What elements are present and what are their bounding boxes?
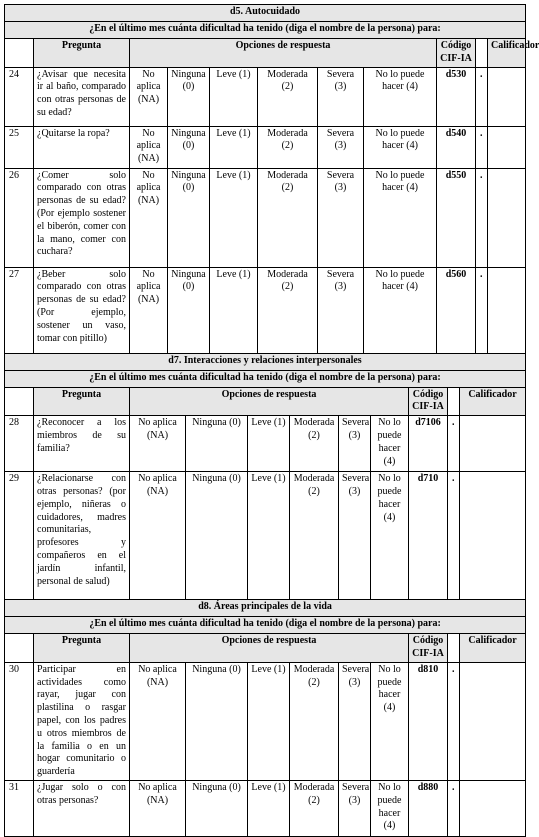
cif-code: d530 — [437, 67, 476, 126]
option-mild[interactable]: Leve (1) — [210, 126, 258, 168]
option-severe[interactable]: Severa (3) — [339, 662, 371, 780]
section-d7-table — [4, 353, 526, 601]
option-na[interactable]: No aplica (NA) — [130, 416, 186, 472]
header-options: Opciones de respuesta — [130, 387, 409, 416]
qualifier-dot: . — [448, 472, 460, 600]
option-moderate[interactable]: Moderada (2) — [290, 472, 339, 600]
header-dot-cell — [448, 634, 460, 663]
option-none[interactable]: Ninguna (0) — [186, 472, 248, 600]
option-none[interactable]: Ninguna (0) — [186, 780, 248, 836]
table-row — [5, 416, 526, 472]
cif-code: d550 — [437, 168, 476, 267]
option-cannot[interactable]: No lo puede hacer (4) — [364, 126, 437, 168]
header-number-cell — [5, 634, 34, 663]
option-cannot[interactable]: No lo puede hacer (4) — [371, 780, 409, 836]
qualifier-dot: . — [448, 662, 460, 780]
qualifier-dot: . — [448, 416, 460, 472]
question-number: 29 — [5, 472, 34, 600]
option-na[interactable]: No aplica (NA) — [130, 662, 186, 780]
option-mild[interactable]: Leve (1) — [210, 267, 258, 353]
question-text: ¿Beber solo comparado con otras personas de su edad? (Por ejemplo, sostener un vaso, tomar con pitillo) — [34, 267, 130, 353]
option-mild[interactable]: Leve (1) — [210, 67, 258, 126]
option-moderate[interactable]: Moderada (2) — [258, 67, 318, 126]
option-cannot[interactable]: No lo puede hacer (4) — [364, 267, 437, 353]
option-severe[interactable]: Severa (3) — [318, 126, 364, 168]
qualifier-input[interactable] — [460, 472, 526, 600]
option-severe[interactable]: Severa (3) — [339, 472, 371, 600]
option-na[interactable]: No aplica (NA) — [130, 67, 168, 126]
section-title: d8. Áreas principales de la vida — [5, 600, 526, 617]
table-row — [5, 267, 526, 353]
option-cannot[interactable]: No lo puede hacer (4) — [364, 168, 437, 267]
cif-code: d880 — [409, 780, 448, 836]
option-na[interactable]: No aplica (NA) — [130, 168, 168, 267]
option-moderate[interactable]: Moderada (2) — [258, 267, 318, 353]
section-question-prompt: ¿En el último mes cuánta dificultad ha tenido (diga el nombre de la persona) para: — [5, 370, 526, 387]
section-title: d7. Interacciones y relaciones interpersonales — [5, 353, 526, 370]
header-question: Pregunta — [34, 387, 130, 416]
header-question: Pregunta — [34, 39, 130, 68]
question-number: 24 — [5, 67, 34, 126]
option-na[interactable]: No aplica (NA) — [130, 126, 168, 168]
header-dot-cell — [476, 39, 488, 68]
cif-code: d810 — [409, 662, 448, 780]
table-row — [5, 168, 526, 267]
qualifier-dot: . — [448, 780, 460, 836]
header-qualifier: Calificador — [460, 634, 526, 663]
qualifier-dot: . — [476, 267, 488, 353]
option-mild[interactable]: Leve (1) — [248, 416, 290, 472]
header-question: Pregunta — [34, 634, 130, 663]
qualifier-dot: . — [476, 126, 488, 168]
cif-code: d7106 — [409, 416, 448, 472]
header-number-cell — [5, 387, 34, 416]
header-code: Código CIF-IA — [409, 634, 448, 663]
qualifier-input[interactable] — [488, 267, 526, 353]
question-number: 25 — [5, 126, 34, 168]
table-row — [5, 662, 526, 780]
option-none[interactable]: Ninguna (0) — [186, 416, 248, 472]
section-title: d5. Autocuidado — [5, 5, 526, 22]
question-number: 27 — [5, 267, 34, 353]
option-none[interactable]: Ninguna (0) — [168, 67, 210, 126]
option-cannot[interactable]: No lo puede hacer (4) — [371, 472, 409, 600]
question-number: 30 — [5, 662, 34, 780]
qualifier-dot: . — [476, 67, 488, 126]
option-severe[interactable]: Severa (3) — [318, 267, 364, 353]
question-text: ¿Quitarse la ropa? — [34, 126, 130, 168]
header-dot-cell — [448, 387, 460, 416]
qualifier-dot: . — [476, 168, 488, 267]
option-moderate[interactable]: Moderada (2) — [290, 780, 339, 836]
form-page — [4, 4, 539, 837]
question-number: 26 — [5, 168, 34, 267]
option-moderate[interactable]: Moderada (2) — [290, 416, 339, 472]
option-cannot[interactable]: No lo puede hacer (4) — [371, 662, 409, 780]
header-code: Código CIF-IA — [409, 387, 448, 416]
qualifier-input[interactable] — [488, 67, 526, 126]
table-row — [5, 126, 526, 168]
option-none[interactable]: Ninguna (0) — [168, 126, 210, 168]
option-severe[interactable]: Severa (3) — [318, 168, 364, 267]
option-na[interactable]: No aplica (NA) — [130, 267, 168, 353]
table-row — [5, 780, 526, 836]
option-severe[interactable]: Severa (3) — [339, 416, 371, 472]
header-options: Opciones de respuesta — [130, 634, 409, 663]
option-severe[interactable]: Severa (3) — [318, 67, 364, 126]
option-cannot[interactable]: No lo puede hacer (4) — [364, 67, 437, 126]
option-none[interactable]: Ninguna (0) — [168, 267, 210, 353]
question-text: ¿Relacionarse con otras personas? (por ejemplo, niñeras o cuidadores, madres comunitarias, profesores y compañeros en el jardín infantil, personal de salud) — [34, 472, 130, 600]
option-cannot[interactable]: No lo puede hacer (4) — [371, 416, 409, 472]
section-d5-table — [4, 4, 539, 354]
option-mild[interactable]: Leve (1) — [248, 780, 290, 836]
header-number-cell — [5, 39, 34, 68]
header-options: Opciones de respuesta — [130, 39, 437, 68]
option-none[interactable]: Ninguna (0) — [186, 662, 248, 780]
question-text: ¿Avisar que necesita ir al baño, comparado con otras personas de su edad? — [34, 67, 130, 126]
option-none[interactable]: Ninguna (0) — [168, 168, 210, 267]
qualifier-input[interactable] — [488, 126, 526, 168]
question-number: 31 — [5, 780, 34, 836]
qualifier-input[interactable] — [488, 168, 526, 267]
question-text: ¿Comer solo comparado con otras personas de su edad? (Por ejemplo sostener el biberón, comer con la mano, comer con cuchara? — [34, 168, 130, 267]
section-d8-table — [4, 599, 526, 837]
option-severe[interactable]: Severa (3) — [339, 780, 371, 836]
question-text: ¿Jugar solo o con otras personas? — [34, 780, 130, 836]
question-text: Participar en actividades como rayar, jugar con plastilina o rasgar papel, con los padres u otros miembros de la familia o en un hogar comunitario o guardería — [34, 662, 130, 780]
qualifier-input[interactable] — [460, 780, 526, 836]
option-na[interactable]: No aplica (NA) — [130, 780, 186, 836]
option-na[interactable]: No aplica (NA) — [130, 472, 186, 600]
option-moderate[interactable]: Moderada (2) — [258, 168, 318, 267]
table-row — [5, 67, 526, 126]
question-text: ¿Reconocer a los miembros de su familia? — [34, 416, 130, 472]
section-question-prompt: ¿En el último mes cuánta dificultad ha tenido (diga el nombre de la persona) para: — [5, 22, 526, 39]
section-question-prompt: ¿En el último mes cuánta dificultad ha tenido (diga el nombre de la persona) para: — [5, 617, 526, 634]
header-qualifier: Calificador — [460, 387, 526, 416]
header-code: Código CIF-IA — [437, 39, 476, 68]
cif-code: d560 — [437, 267, 476, 353]
cif-code: d540 — [437, 126, 476, 168]
option-moderate[interactable]: Moderada (2) — [290, 662, 339, 780]
header-qualifier: Calificador — [488, 39, 526, 68]
question-number: 28 — [5, 416, 34, 472]
table-row — [5, 472, 526, 600]
cif-code: d710 — [409, 472, 448, 600]
option-mild[interactable]: Leve (1) — [248, 472, 290, 600]
option-mild[interactable]: Leve (1) — [210, 168, 258, 267]
option-moderate[interactable]: Moderada (2) — [258, 126, 318, 168]
qualifier-input[interactable] — [460, 662, 526, 780]
option-mild[interactable]: Leve (1) — [248, 662, 290, 780]
qualifier-input[interactable] — [460, 416, 526, 472]
